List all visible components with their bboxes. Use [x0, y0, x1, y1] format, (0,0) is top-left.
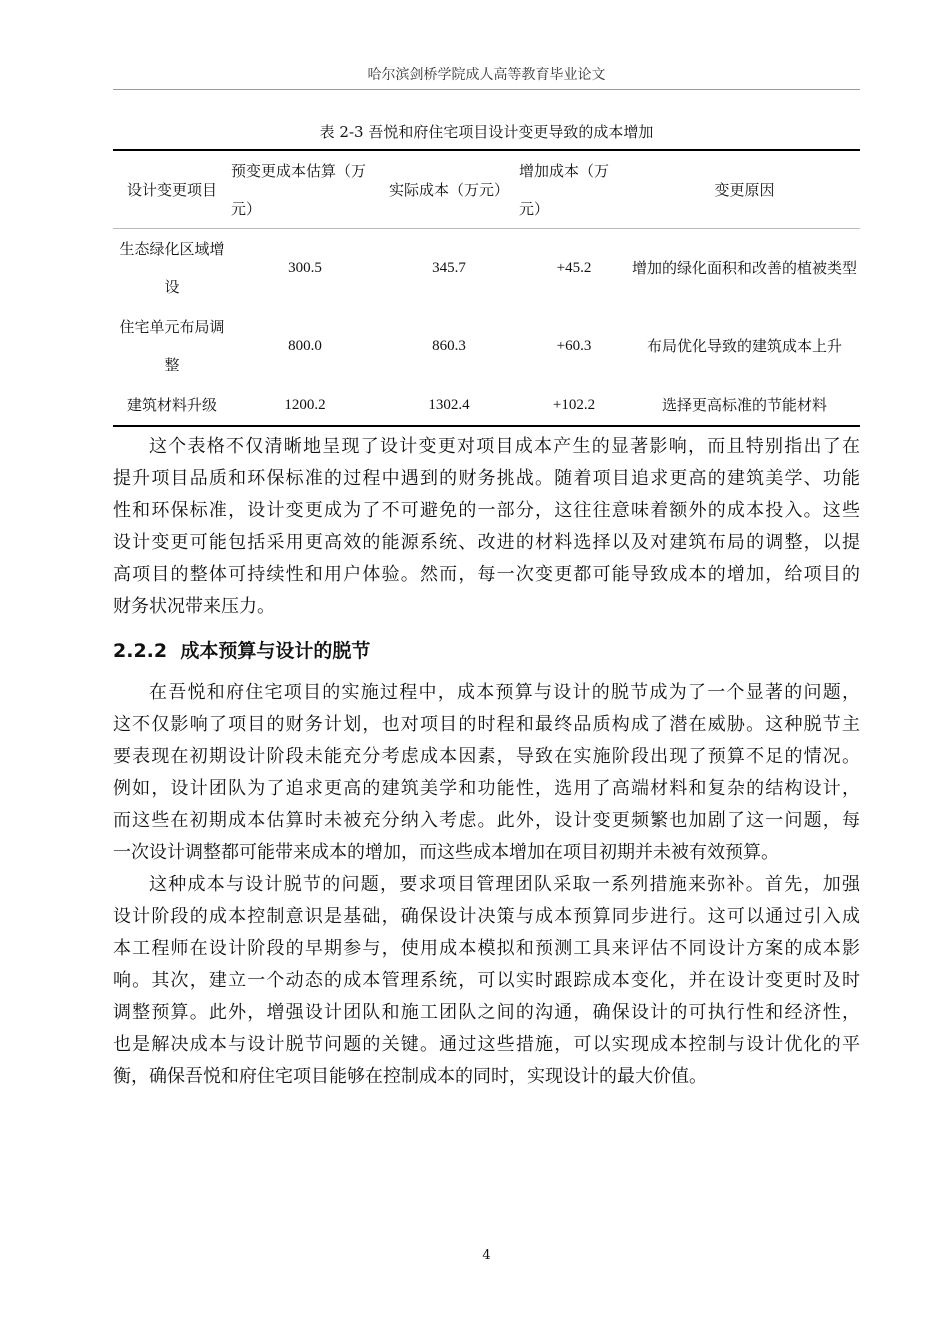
paragraph-line: 衡，确保吾悦和府住宅项目能够在控制成本的同时，实现设计的最大价值。: [113, 1066, 707, 1087]
column-header: 设计变更项目: [126, 180, 217, 199]
section-heading: [113, 636, 370, 663]
cell-increase: +60.3: [556, 338, 592, 354]
paragraph-line: 也是解决成本与设计脱节问题的关键。通过这些措施，可以实现成本控制与设计优化的平: [113, 1034, 860, 1055]
cell-increase: +45.2: [556, 260, 592, 276]
cell-item: 生态绿化区域增设: [119, 240, 225, 296]
section-title: 成本预算与设计的脱节: [180, 640, 371, 662]
paragraph: [113, 677, 860, 869]
paragraph: [113, 869, 860, 1093]
cost-table: [113, 149, 860, 427]
cell-item: 住宅单元布局调整: [119, 318, 225, 374]
table-row: [113, 385, 860, 425]
table-row: [113, 307, 860, 385]
table-row: [113, 229, 860, 307]
cell-estimate: 300.5: [288, 260, 322, 276]
paragraph-line: 高项目的整体可持续性和用户体验。然而，每一次变更都可能导致成本的增加，给项目的: [113, 564, 860, 585]
page-number: 4: [482, 1248, 491, 1263]
column-header: 变更原因: [714, 180, 775, 199]
section-number: 2.2.2: [113, 640, 168, 662]
paragraph-line: 响。其次，建立一个动态的成本管理系统，可以实时跟踪成本变化，并在设计变更时及时: [113, 970, 860, 991]
cell-reason: 增加的绿化面积和改善的植被类型: [631, 259, 857, 277]
paragraph-line: 例如，设计团队为了追求更高的建筑美学和功能性，选用了高端材料和复杂的结构设计，: [113, 778, 860, 799]
cell-increase: +102.2: [552, 397, 596, 413]
paragraph-line: 设计变更可能包括采用更高效的能源系统、改进的材料选择以及对建筑布局的调整，以提: [113, 532, 860, 553]
cell-actual: 345.7: [432, 260, 466, 276]
paragraph: [113, 431, 860, 623]
table-caption: 表 2-3 吾悦和府住宅项目设计变更导致的成本增加: [319, 123, 654, 141]
paragraph-line: 本工程师在设计阶段的早期参与，使用成本模拟和预测工具来评估不同设计方案的成本影: [113, 938, 860, 959]
cell-reason: 选择更高标准的节能材料: [661, 396, 827, 414]
column-header: 增加成本（万元）: [519, 161, 610, 218]
paragraph-line: 在吾悦和府住宅项目的实施过程中，成本预算与设计的脱节成为了一个显著的问题，: [149, 682, 860, 703]
cell-actual: 1302.4: [428, 397, 470, 413]
page-header: 哈尔滨剑桥学院成人高等教育毕业论文: [367, 67, 606, 83]
paragraph-line: 调整预算。此外，增强设计团队和施工团队之间的沟通，确保设计的可执行性和经济性，: [113, 1002, 860, 1023]
column-header: 实际成本（万元）: [388, 180, 509, 199]
paragraph-line: 而这些在初期成本估算时未被充分纳入考虑。此外，设计变更频繁也加剧了这一问题，每: [113, 810, 860, 831]
table-header-row: [113, 151, 860, 229]
paragraph-line: 这不仅影响了项目的财务计划，也对项目的时程和最终品质构成了潜在威胁。这种脱节主: [113, 714, 860, 735]
paragraph-line: 要表现在初期设计阶段未能充分考虑成本因素，导致在实施阶段出现了预算不足的情况。: [113, 746, 860, 767]
paragraph-line: 设计阶段的成本控制意识是基础，确保设计决策与成本预算同步进行。这可以通过引入成: [113, 906, 860, 927]
cell-actual: 860.3: [432, 338, 466, 354]
paragraph-line: 这个表格不仅清晰地呈现了设计变更对项目成本产生的显著影响，而且特别指出了在: [149, 436, 860, 457]
cell-estimate: 800.0: [288, 338, 322, 354]
paragraph-line: 这种成本与设计脱节的问题，要求项目管理团队采取一系列措施来弥补。首先，加强: [149, 874, 860, 895]
cell-reason: 布局优化导致的建筑成本上升: [646, 337, 842, 355]
paragraph-line: 一次设计调整都可能带来成本的增加，而这些成本增加在项目初期并未被有效预算。: [113, 842, 779, 863]
paragraph-line: 性和环保标准，设计变更成为了不可避免的一部分，这往往意味着额外的成本投入。这些: [113, 500, 860, 521]
header-rule: [113, 89, 860, 90]
cell-item: 建筑材料升级: [126, 396, 217, 414]
paragraph-line: 提升项目品质和环保标准的过程中遇到的财务挑战。随着项目追求更高的建筑美学、功能: [113, 468, 860, 489]
paragraph-line: 财务状况带来压力。: [113, 596, 275, 617]
cell-estimate: 1200.2: [284, 397, 326, 413]
column-header: 预变更成本估算（万元）: [231, 161, 367, 218]
